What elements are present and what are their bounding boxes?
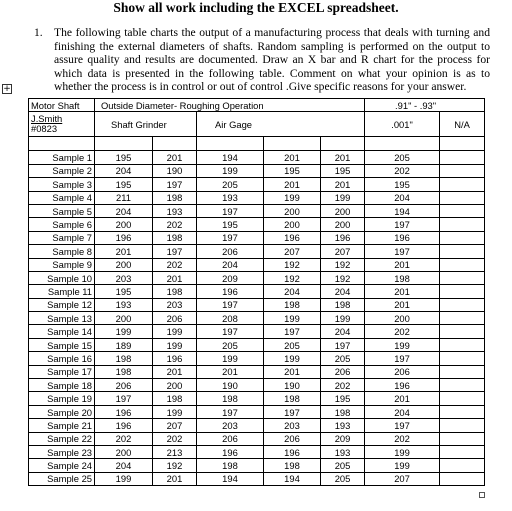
measurement-cell: 197 xyxy=(365,352,440,365)
measurement-cell: 199 xyxy=(153,405,197,418)
empty-cell xyxy=(440,338,485,351)
header-na: N/A xyxy=(440,112,485,137)
part-number: #0823 xyxy=(31,123,58,135)
measurement-cell: 195 xyxy=(95,151,153,164)
measurement-cell: 199 xyxy=(321,312,365,325)
table-row xyxy=(29,365,485,378)
measurement-cell: 207 xyxy=(264,245,321,258)
measurement-cell: 201 xyxy=(264,365,321,378)
sample-label: Sample 3 xyxy=(29,178,95,191)
measurement-cell: 195 xyxy=(321,164,365,177)
measurement-cell: 203 xyxy=(95,271,153,284)
measurement-cell: 203 xyxy=(264,419,321,432)
sample-label: Sample 23 xyxy=(29,445,95,458)
measurement-cell: 198 xyxy=(95,352,153,365)
measurement-cell: 197 xyxy=(365,245,440,258)
measurement-cell: 201 xyxy=(153,365,197,378)
measurement-cell: 201 xyxy=(321,151,365,164)
measurement-cell: 189 xyxy=(95,338,153,351)
empty-cell xyxy=(440,459,485,472)
measurement-cell: 204 xyxy=(365,191,440,204)
measurement-cell: 207 xyxy=(365,472,440,485)
empty-cell xyxy=(440,164,485,177)
header-author-part xyxy=(29,112,95,137)
measurement-cell: 197 xyxy=(153,178,197,191)
table-row xyxy=(29,178,485,191)
table-row xyxy=(29,472,485,485)
measurement-cell: 190 xyxy=(153,164,197,177)
measurement-cell: 190 xyxy=(264,379,321,392)
header-row-1 xyxy=(29,99,485,112)
empty-cell xyxy=(440,432,485,445)
measurement-cell: 211 xyxy=(95,191,153,204)
measurement-cell: 205 xyxy=(197,338,264,351)
measurement-cell: 199 xyxy=(365,338,440,351)
sample-label: Sample 12 xyxy=(29,298,95,311)
measurement-cell: 198 xyxy=(365,271,440,284)
measurement-cell: 197 xyxy=(197,325,264,338)
measurement-cell: 206 xyxy=(197,432,264,445)
measurement-cell: 199 xyxy=(95,325,153,338)
header-machine: Shaft Grinder xyxy=(95,112,197,137)
table-row xyxy=(29,191,485,204)
table-row xyxy=(29,218,485,231)
table-row xyxy=(29,459,485,472)
measurement-cell: 204 xyxy=(321,285,365,298)
measurement-cell: 197 xyxy=(197,204,264,217)
measurement-cell: 192 xyxy=(153,459,197,472)
measurement-cell: 192 xyxy=(321,258,365,271)
measurement-cell: 199 xyxy=(264,352,321,365)
empty-cell xyxy=(440,352,485,365)
measurement-cell: 199 xyxy=(95,472,153,485)
table-row xyxy=(29,419,485,432)
measurement-cell: 193 xyxy=(95,298,153,311)
measurement-cell: 203 xyxy=(197,419,264,432)
measurement-cell: 197 xyxy=(197,231,264,244)
measurement-cell: 208 xyxy=(197,312,264,325)
measurement-cell: 201 xyxy=(153,151,197,164)
measurement-cell: 196 xyxy=(95,231,153,244)
measurement-cell: 198 xyxy=(197,459,264,472)
sample-label: Sample 24 xyxy=(29,459,95,472)
measurement-cell: 198 xyxy=(264,459,321,472)
measurement-cell: 196 xyxy=(197,285,264,298)
sample-label: Sample 18 xyxy=(29,379,95,392)
empty-cell xyxy=(440,365,485,378)
measurement-cell: 190 xyxy=(197,379,264,392)
table-row xyxy=(29,271,485,284)
sample-label: Sample 5 xyxy=(29,204,95,217)
table-row xyxy=(29,258,485,271)
empty-cell xyxy=(440,445,485,458)
measurement-cell: 197 xyxy=(264,405,321,418)
table-row xyxy=(29,325,485,338)
measurement-cell: 193 xyxy=(197,191,264,204)
measurement-cell: 209 xyxy=(321,432,365,445)
empty-cell xyxy=(440,379,485,392)
empty-cell xyxy=(440,258,485,271)
empty-cell xyxy=(440,285,485,298)
measurement-cell: 196 xyxy=(197,445,264,458)
measurement-cell: 205 xyxy=(321,352,365,365)
table-row xyxy=(29,298,485,311)
measurement-cell: 200 xyxy=(365,312,440,325)
measurement-cell: 195 xyxy=(95,178,153,191)
measurement-cell: 201 xyxy=(321,178,365,191)
measurement-cell: 202 xyxy=(95,432,153,445)
measurement-cell: 202 xyxy=(365,164,440,177)
measurement-cell: 198 xyxy=(153,191,197,204)
empty-cell xyxy=(440,231,485,244)
measurement-cell: 199 xyxy=(197,164,264,177)
table-row xyxy=(29,231,485,244)
measurement-cell: 200 xyxy=(321,204,365,217)
sample-label: Sample 16 xyxy=(29,352,95,365)
empty-cell xyxy=(440,472,485,485)
table-move-handle-icon[interactable]: + xyxy=(3,84,11,94)
table-row xyxy=(29,392,485,405)
table-row xyxy=(29,164,485,177)
sample-label: Sample 14 xyxy=(29,325,95,338)
measurement-cell: 200 xyxy=(321,218,365,231)
measurement-cell: 201 xyxy=(365,285,440,298)
measurement-cell: 193 xyxy=(321,419,365,432)
measurement-cell: 209 xyxy=(197,271,264,284)
measurement-cell: 202 xyxy=(153,258,197,271)
measurement-cell: 205 xyxy=(197,178,264,191)
measurement-cell: 199 xyxy=(321,191,365,204)
table-row xyxy=(29,285,485,298)
empty-cell xyxy=(440,405,485,418)
measurement-cell: 201 xyxy=(264,151,321,164)
measurement-cell: 201 xyxy=(153,472,197,485)
measurement-cell: 198 xyxy=(95,365,153,378)
empty-cell xyxy=(440,392,485,405)
measurement-cell: 198 xyxy=(153,285,197,298)
measurement-cell: 205 xyxy=(321,459,365,472)
sample-label: Sample 6 xyxy=(29,218,95,231)
measurement-cell: 204 xyxy=(95,459,153,472)
measurement-cell: 193 xyxy=(321,445,365,458)
measurement-cell: 206 xyxy=(153,312,197,325)
table-row xyxy=(29,312,485,325)
measurement-cell: 200 xyxy=(264,218,321,231)
sample-label: Sample 19 xyxy=(29,392,95,405)
empty-cell xyxy=(440,191,485,204)
measurement-cell: 198 xyxy=(153,392,197,405)
measurement-cell: 213 xyxy=(153,445,197,458)
measurement-cell: 199 xyxy=(264,191,321,204)
header-tolerance: .91" - .93" xyxy=(365,99,485,112)
measurement-cell: 192 xyxy=(264,258,321,271)
sample-label: Sample 25 xyxy=(29,472,95,485)
table-row xyxy=(29,432,485,445)
measurement-cell: 197 xyxy=(321,338,365,351)
table-resize-handle-icon[interactable] xyxy=(479,492,485,498)
measurement-cell: 194 xyxy=(264,472,321,485)
measurement-cell: 198 xyxy=(153,231,197,244)
measurement-cell: 197 xyxy=(197,405,264,418)
measurement-cell: 202 xyxy=(365,325,440,338)
measurement-cell: 201 xyxy=(197,365,264,378)
measurement-cell: 196 xyxy=(365,379,440,392)
measurement-cell: 197 xyxy=(153,245,197,258)
measurement-cell: 205 xyxy=(365,151,440,164)
table-row xyxy=(29,405,485,418)
measurement-cell: 206 xyxy=(197,245,264,258)
measurement-cell: 196 xyxy=(264,231,321,244)
measurement-cell: 198 xyxy=(264,392,321,405)
measurement-cell: 202 xyxy=(153,432,197,445)
sample-label: Sample 17 xyxy=(29,365,95,378)
measurement-cell: 204 xyxy=(365,405,440,418)
measurement-cell: 200 xyxy=(95,218,153,231)
measurement-cell: 194 xyxy=(197,151,264,164)
measurement-cell: 205 xyxy=(264,338,321,351)
measurement-cell: 207 xyxy=(321,245,365,258)
question-number: 1. xyxy=(34,26,43,39)
measurement-cell: 202 xyxy=(321,379,365,392)
document-title: Show all work including the EXCEL spreadsheet. xyxy=(113,0,399,15)
measurement-cell: 204 xyxy=(197,258,264,271)
measurement-cell: 197 xyxy=(95,392,153,405)
sample-label: Sample 10 xyxy=(29,271,95,284)
measurement-cell: 196 xyxy=(153,352,197,365)
measurement-cell: 195 xyxy=(95,285,153,298)
measurement-cell: 192 xyxy=(321,271,365,284)
sample-label: Sample 1 xyxy=(29,151,95,164)
measurement-cell: 196 xyxy=(365,231,440,244)
blank-row xyxy=(29,137,485,151)
measurement-cell: 201 xyxy=(95,245,153,258)
measurement-cell: 206 xyxy=(321,365,365,378)
empty-cell xyxy=(440,204,485,217)
measurement-cell: 204 xyxy=(321,325,365,338)
author-link[interactable]: J.Smith xyxy=(31,113,63,125)
measurement-cell: 195 xyxy=(321,392,365,405)
sample-label: Sample 22 xyxy=(29,432,95,445)
table-row xyxy=(29,245,485,258)
measurement-cell: 201 xyxy=(365,298,440,311)
measurement-cell: 194 xyxy=(365,204,440,217)
empty-cell xyxy=(440,298,485,311)
table-row xyxy=(29,204,485,217)
measurement-cell: 207 xyxy=(153,419,197,432)
measurement-cell: 200 xyxy=(153,379,197,392)
sample-label: Sample 7 xyxy=(29,231,95,244)
measurement-cell: 195 xyxy=(197,218,264,231)
measurement-cell: 198 xyxy=(321,405,365,418)
sample-label: Sample 13 xyxy=(29,312,95,325)
empty-cell xyxy=(440,245,485,258)
measurement-cell: 199 xyxy=(197,352,264,365)
empty-cell xyxy=(440,271,485,284)
measurement-cell: 205 xyxy=(321,472,365,485)
measurement-cell: 198 xyxy=(197,392,264,405)
table-row xyxy=(29,379,485,392)
measurement-cell: 196 xyxy=(264,445,321,458)
measurement-cell: 194 xyxy=(197,472,264,485)
empty-cell xyxy=(440,151,485,164)
measurement-cell: 201 xyxy=(365,258,440,271)
measurement-cell: 198 xyxy=(264,298,321,311)
sample-label: Sample 8 xyxy=(29,245,95,258)
data-table xyxy=(28,98,485,486)
measurement-cell: 202 xyxy=(365,432,440,445)
sample-label: Sample 2 xyxy=(29,164,95,177)
measurement-cell: 204 xyxy=(95,164,153,177)
header-gage: Air Gage xyxy=(197,112,365,137)
empty-cell xyxy=(440,218,485,231)
measurement-cell: 199 xyxy=(365,459,440,472)
measurement-cell: 206 xyxy=(95,379,153,392)
measurement-cell: 192 xyxy=(264,271,321,284)
table-row xyxy=(29,151,485,164)
measurement-cell: 196 xyxy=(95,405,153,418)
measurement-cell: 201 xyxy=(153,271,197,284)
measurement-cell: 198 xyxy=(321,298,365,311)
measurement-cell: 204 xyxy=(95,204,153,217)
measurement-cell: 200 xyxy=(95,312,153,325)
measurement-cell: 203 xyxy=(153,298,197,311)
measurement-cell: 195 xyxy=(264,164,321,177)
question-text: The following table charts the output of a manufacturing process that deals with turning and finishing the external diameters of shafts. Random sampling is performed on the output to assure quality and results are documented. Draw an X bar and R chart for the process for which data is presented in the following table. Comment on what your opinion is as to whether the process is in control or out of control .Give specific reasons for your answer. xyxy=(54,26,490,94)
measurement-cell: 204 xyxy=(264,285,321,298)
empty-cell xyxy=(440,419,485,432)
measurement-cell: 193 xyxy=(153,204,197,217)
measurement-cell: 200 xyxy=(95,258,153,271)
measurement-cell: 197 xyxy=(365,218,440,231)
sample-label: Sample 20 xyxy=(29,405,95,418)
header-resolution: .001" xyxy=(365,112,440,137)
sample-label: Sample 15 xyxy=(29,338,95,351)
measurement-cell: 201 xyxy=(264,178,321,191)
measurement-cell: 200 xyxy=(95,445,153,458)
measurement-cell: 199 xyxy=(153,338,197,351)
table-row xyxy=(29,338,485,351)
sample-label: Sample 21 xyxy=(29,419,95,432)
measurement-cell: 197 xyxy=(365,419,440,432)
measurement-cell: 200 xyxy=(264,204,321,217)
sample-label: Sample 9 xyxy=(29,258,95,271)
sample-label: Sample 4 xyxy=(29,191,95,204)
sample-label: Sample 11 xyxy=(29,285,95,298)
header-operation: Outside Diameter- Roughing Operation xyxy=(95,99,365,112)
measurement-cell: 206 xyxy=(264,432,321,445)
measurement-cell: 196 xyxy=(321,231,365,244)
measurement-cell: 199 xyxy=(153,325,197,338)
header-row-2 xyxy=(29,112,485,137)
empty-cell xyxy=(440,312,485,325)
measurement-cell: 201 xyxy=(365,392,440,405)
empty-cell xyxy=(440,325,485,338)
measurement-cell: 197 xyxy=(197,298,264,311)
measurement-cell: 195 xyxy=(365,178,440,191)
measurement-cell: 202 xyxy=(153,218,197,231)
measurement-cell: 199 xyxy=(264,312,321,325)
empty-cell xyxy=(440,178,485,191)
measurement-cell: 196 xyxy=(95,419,153,432)
measurement-cell: 199 xyxy=(365,445,440,458)
measurement-cell: 197 xyxy=(264,325,321,338)
measurement-cell: 206 xyxy=(365,365,440,378)
table-row xyxy=(29,352,485,365)
header-motor-shaft: Motor Shaft xyxy=(29,99,95,112)
table-row xyxy=(29,445,485,458)
